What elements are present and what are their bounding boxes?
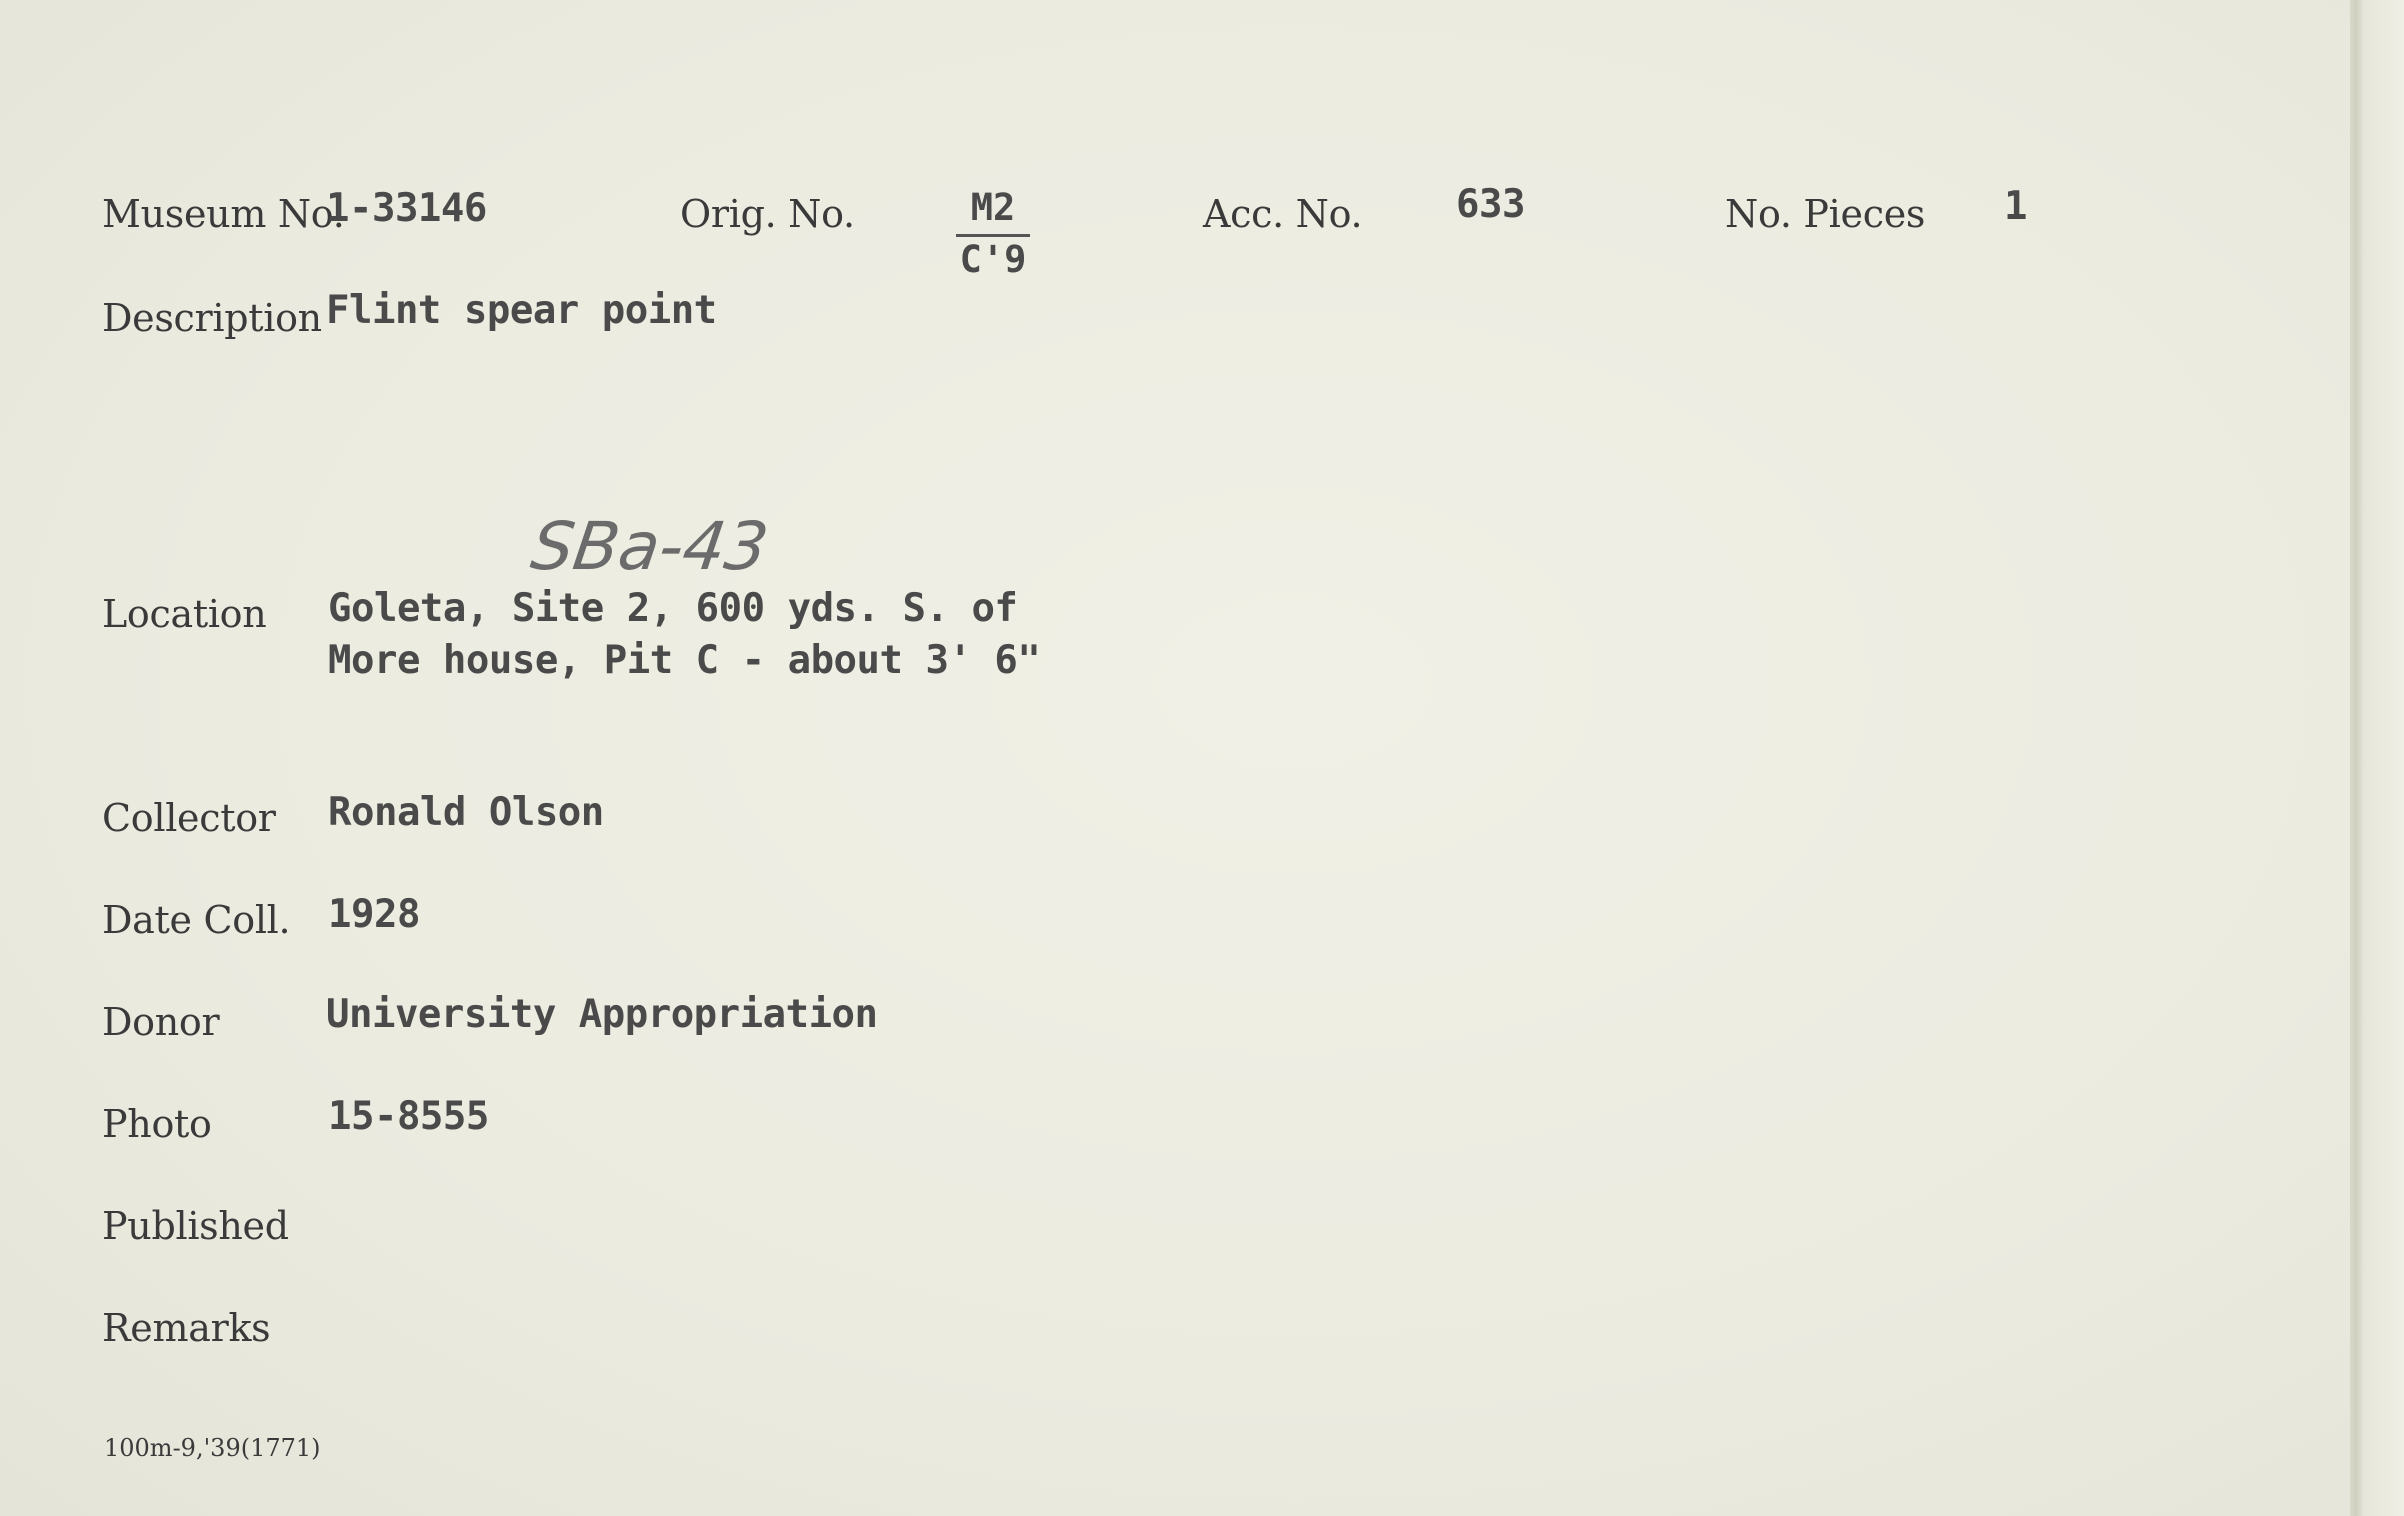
donor-value: University Appropriation — [326, 992, 878, 1037]
donor-label: Donor — [102, 1000, 220, 1044]
date-coll-value: 1928 — [328, 892, 420, 937]
description-value: Flint spear point — [326, 288, 717, 333]
orig-no-label: Orig. No. — [680, 192, 855, 236]
no-pieces-value: 1 — [2004, 184, 2027, 229]
photo-value: 15-8555 — [328, 1094, 489, 1139]
museum-no-label: Museum No. — [102, 192, 345, 236]
card-edge — [2350, 0, 2404, 1516]
date-coll-label: Date Coll. — [102, 898, 291, 942]
remarks-label: Remarks — [102, 1306, 271, 1350]
description-label: Description — [102, 296, 322, 340]
location-line-1: Goleta, Site 2, 600 yds. S. of — [328, 586, 1018, 631]
handwritten-site-number: SBa-43 — [526, 508, 773, 585]
location-line-2: More house, Pit C - about 3' 6" — [328, 638, 1041, 683]
collector-label: Collector — [102, 796, 276, 840]
no-pieces-label: No. Pieces — [1725, 192, 1926, 236]
orig-no-fraction — [952, 186, 1034, 281]
print-code: 100m-9,'39(1771) — [104, 1434, 321, 1462]
museum-no-value: 1-33146 — [326, 186, 487, 231]
fraction-bar — [956, 234, 1030, 237]
collector-value: Ronald Olson — [328, 790, 604, 835]
acc-no-label: Acc. No. — [1203, 192, 1363, 236]
orig-no-denominator: C'9 — [959, 238, 1027, 281]
acc-no-value: 633 — [1456, 182, 1525, 227]
photo-label: Photo — [102, 1102, 212, 1146]
orig-no-numerator: M2 — [970, 186, 1016, 229]
published-label: Published — [102, 1204, 289, 1248]
location-label: Location — [102, 592, 267, 636]
